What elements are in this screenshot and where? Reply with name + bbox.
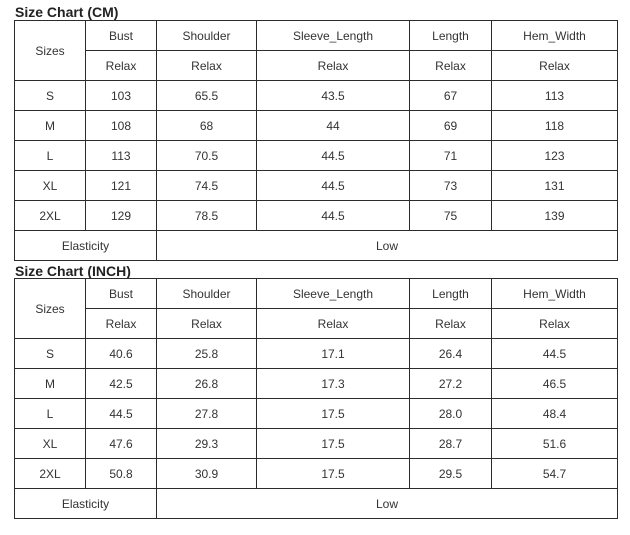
measurement-cell: 71 — [410, 141, 492, 171]
measurement-cell: 50.8 — [86, 459, 157, 489]
measurement-cell: 65.5 — [157, 81, 257, 111]
measurement-cell: 40.6 — [86, 339, 157, 369]
measurement-cell: 47.6 — [86, 429, 157, 459]
measurement-cell: 113 — [492, 81, 618, 111]
measurement-cell: 139 — [492, 201, 618, 231]
column-header-cell: Length — [410, 21, 492, 51]
measurement-cell: 78.5 — [157, 201, 257, 231]
measurement-cell: 17.5 — [257, 399, 410, 429]
measurement-cell: 28.7 — [410, 429, 492, 459]
measurement-cell: 26.8 — [157, 369, 257, 399]
column-header-cell: Length — [410, 279, 492, 309]
size-label-cell: L — [15, 141, 86, 171]
column-header-cell: Hem_Width — [492, 21, 618, 51]
fit-subheader-cell: Relax — [157, 51, 257, 81]
measurement-cell: 30.9 — [157, 459, 257, 489]
elasticity-label-cell: Elasticity — [15, 231, 157, 261]
sizes-header-cell: Sizes — [15, 21, 86, 81]
column-header-cell: Hem_Width — [492, 279, 618, 309]
measurement-cell: 17.5 — [257, 429, 410, 459]
measurement-cell: 73 — [410, 171, 492, 201]
fit-subheader-cell: Relax — [157, 309, 257, 339]
column-header-cell: Sleeve_Length — [257, 21, 410, 51]
elasticity-label-cell: Elasticity — [15, 489, 157, 519]
size-label-cell: 2XL — [15, 459, 86, 489]
measurement-cell: 27.2 — [410, 369, 492, 399]
sizes-header-cell: Sizes — [15, 279, 86, 339]
measurement-cell: 44.5 — [257, 171, 410, 201]
elasticity-row — [15, 489, 618, 519]
measurement-cell: 113 — [86, 141, 157, 171]
measurement-cell: 44.5 — [257, 141, 410, 171]
table-row — [15, 111, 618, 141]
elasticity-value-cell: Low — [157, 231, 618, 261]
table-row — [15, 81, 618, 111]
size-label-cell: M — [15, 111, 86, 141]
size-chart-inch-table — [14, 278, 618, 519]
table-row — [15, 429, 618, 459]
measurement-cell: 131 — [492, 171, 618, 201]
measurement-cell: 69 — [410, 111, 492, 141]
measurement-cell: 123 — [492, 141, 618, 171]
size-label-cell: S — [15, 81, 86, 111]
elasticity-value-cell: Low — [157, 489, 618, 519]
measurement-cell: 103 — [86, 81, 157, 111]
size-label-cell: 2XL — [15, 201, 86, 231]
measurement-cell: 43.5 — [257, 81, 410, 111]
measurement-cell: 44.5 — [492, 339, 618, 369]
measurement-cell: 42.5 — [86, 369, 157, 399]
measurement-cell: 28.0 — [410, 399, 492, 429]
column-header-cell: Sleeve_Length — [257, 279, 410, 309]
size-chart-cm-table — [14, 20, 618, 261]
measurement-cell: 129 — [86, 201, 157, 231]
measurement-cell: 121 — [86, 171, 157, 201]
elasticity-row — [15, 231, 618, 261]
fit-subheader-cell: Relax — [86, 309, 157, 339]
fit-subheader-row — [15, 309, 618, 339]
fit-subheader-row — [15, 51, 618, 81]
measurement-cell: 17.3 — [257, 369, 410, 399]
column-header-cell: Shoulder — [157, 21, 257, 51]
measurement-cell: 17.1 — [257, 339, 410, 369]
measurement-cell: 68 — [157, 111, 257, 141]
measurement-cell: 118 — [492, 111, 618, 141]
measurement-cell: 44.5 — [257, 201, 410, 231]
size-label-cell: M — [15, 369, 86, 399]
measurement-cell: 48.4 — [492, 399, 618, 429]
fit-subheader-cell: Relax — [257, 309, 410, 339]
measurement-cell: 29.3 — [157, 429, 257, 459]
measurement-cell: 26.4 — [410, 339, 492, 369]
size-label-cell: L — [15, 399, 86, 429]
measurement-cell: 17.5 — [257, 459, 410, 489]
measurement-cell: 44 — [257, 111, 410, 141]
measurement-cell: 108 — [86, 111, 157, 141]
size-label-cell: XL — [15, 171, 86, 201]
measurement-cell: 25.8 — [157, 339, 257, 369]
table-row — [15, 201, 618, 231]
size-label-cell: XL — [15, 429, 86, 459]
measurement-cell: 46.5 — [492, 369, 618, 399]
measurement-cell: 29.5 — [410, 459, 492, 489]
fit-subheader-cell: Relax — [257, 51, 410, 81]
measurement-cell: 74.5 — [157, 171, 257, 201]
table-row — [15, 369, 618, 399]
measurement-cell: 67 — [410, 81, 492, 111]
size-chart-inch-title: Size Chart (INCH) — [15, 263, 131, 279]
measurement-cell: 51.6 — [492, 429, 618, 459]
fit-subheader-cell: Relax — [492, 309, 618, 339]
table-row — [15, 141, 618, 171]
column-header-cell: Bust — [86, 279, 157, 309]
measurement-cell: 27.8 — [157, 399, 257, 429]
measurement-cell: 75 — [410, 201, 492, 231]
column-header-cell: Shoulder — [157, 279, 257, 309]
fit-subheader-cell: Relax — [410, 309, 492, 339]
measurement-cell: 44.5 — [86, 399, 157, 429]
column-header-cell: Bust — [86, 21, 157, 51]
size-label-cell: S — [15, 339, 86, 369]
size-chart-cm-title: Size Chart (CM) — [15, 4, 119, 20]
header-row — [15, 21, 618, 51]
header-row — [15, 279, 618, 309]
measurement-cell: 54.7 — [492, 459, 618, 489]
table-row — [15, 171, 618, 201]
table-row — [15, 399, 618, 429]
table-row — [15, 339, 618, 369]
fit-subheader-cell: Relax — [86, 51, 157, 81]
fit-subheader-cell: Relax — [410, 51, 492, 81]
measurement-cell: 70.5 — [157, 141, 257, 171]
fit-subheader-cell: Relax — [492, 51, 618, 81]
table-row — [15, 459, 618, 489]
